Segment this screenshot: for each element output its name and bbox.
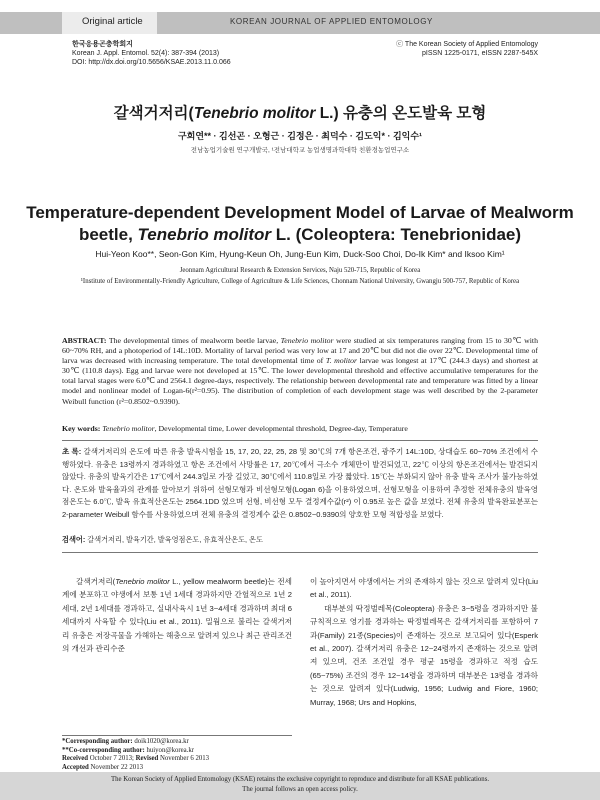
abstract-text-3: larvae was longest at 17℃ (244.3 days) and shortest at 30℃ (110.8 days). Egg and larvae were not developed at 15℃. The lower developmental threshold and effective accumulative temperatures for the total larval stages were 6.0℃ and 2564.1 degree-days, respectively. The relationship between developmental rate and temperature was fitted by a linear model and nonlinear model of Logan-6(r²=0.95). The distribution of completion of each development stage was well described by the 2-parameter Weibull function (r²=0.8502~0.9390). <box>62 356 538 406</box>
footer-notice <box>0 775 600 795</box>
keywords-ko-label: 검색어: <box>62 535 86 544</box>
keywords-ko-text: 갈색거저리, 발육기간, 발육영점온도, 유효적산온도, 온도 <box>85 535 263 544</box>
keywords <box>62 424 538 433</box>
title-ko-post: L.) 유충의 온도발육 모형 <box>315 105 487 122</box>
abstract-species-2: T. molitor <box>325 356 358 366</box>
footnote-divider <box>62 735 292 736</box>
body-right-paragraph-2: 대부분의 딱정벌레목(Coleoptera) 유충은 3~5령을 경과하지만 불규칙적으로 영기를 경과하는 딱정벌레목은 갈색거저리를 포함하여 7과(Family) 21종(Species)이 존재하는 것으로 보고되어 있다(Esperk et al., 2007). 갈색거저리 유충은 12~24령까지 존재하는 것으로 알려져 있으며, 건조 조건일 경우 평균 15령을 경과하고 적정 습도(65~75%) 조건의 경우 12~14령을 경과하며 대부분은 13령을 경과하는 것으로 알려져 있다(Ludwig, 1956; Ludwig and Fiore, 1960; Murray, 1968; Urs and Hopkins, <box>310 603 538 707</box>
section-divider <box>62 440 538 441</box>
abstract-text-2: were studied at six temperatures ranging from 15 to 30℃ with 60~70% RH, and a photoperiod of 14L:10D. Mortality of larval period was very low at 17 and 20℃ but did not die over 22℃. Developmental time of larva was decreased with increasing temperature. The total developmental time of <box>62 336 538 366</box>
journal-name-ko: 한국응용곤충학회지 <box>72 41 133 48</box>
body-right-paragraph-1: 이 높아지면서 야생에서는 거의 존재하지 않는 것으로 알려져 있다(Liu et al., 2011). <box>310 577 538 600</box>
accepted-label: Accepted <box>62 763 89 771</box>
title-ko-species: Tenebrio molitor <box>193 105 316 122</box>
title-en-line2 <box>0 224 600 246</box>
keywords-korean <box>62 535 538 545</box>
received-label: Received <box>62 755 89 762</box>
journal-header-bar <box>0 12 600 34</box>
copyright-block <box>396 40 538 58</box>
cocorr-label: **Co-corresponding author: <box>62 746 145 754</box>
received-revised <box>62 755 292 764</box>
revised-label: Revised <box>135 755 159 762</box>
co-corresponding-author <box>62 747 292 756</box>
title-en-post: L. (Coleoptera: Tenebrionidae) <box>271 225 522 244</box>
title-english <box>0 202 600 246</box>
abstract-label: ABSTRACT: <box>62 336 107 345</box>
received-date: October 7 2013; <box>88 755 136 762</box>
cocorr-email[interactable]: huiyon@korea.kr <box>144 746 195 754</box>
title-en-line1: Temperature-dependent Development Model of Larvae of Mealworm <box>26 203 574 222</box>
article-type-label: Original article <box>82 16 143 27</box>
body-left-text-b: L., yellow mealworm beetle)는 전세계에 분포하고 야생에서 보통 1년 1세대 경과하지만 간헐적으로 1년 2세대, 2년 1세대를 경과하고, 실내사육시 1년 3~4세대 경과하며 최대 6세대까지 사육할 수 있다(Liu et al., 2011). 밀웜으로 불리는 갈색거저리 유충은 저장곡물을 가해하는 해충으로 알려져 있으나 최근 관리조건의 개선과 관리수준 <box>62 577 292 654</box>
body-column-left <box>62 575 292 655</box>
abstract <box>62 336 538 407</box>
abstract-korean <box>62 446 538 521</box>
journal-name: KOREAN JOURNAL OF APPLIED ENTOMOLOGY <box>230 17 433 26</box>
affiliation-2: ¹Institute of Environmentally-Friendly Agriculture, College of Agriculture & Life Sciences, Chonnam National University, Gwangju 500-757, Republic of Korea <box>80 278 520 285</box>
abstract-ko-text: 의 온도에 따른 유충 발육시험을 15, 17, 20, 22, 25, 28 및 30℃의 7개 항온조건, 광주기 14L:10D, 상대습도 60~70% 조건에서 수행하였다. 유충은 13령까지 경과하였고 항온 조건에서 사망률은 17, 20℃에서 극소수 개체만이 발견되었고, 22℃ 이상의 항온조건에서는 발견되지 않았다. 유충의 발육기간은 17℃에서 244.3일로 가장 길었고, 30℃에서 110.8일로 가장 짧았다. 15℃는 부화되지 않아 유충 발육 조사가 불가능하였다. 온도와 발육율과의 관계를 알아보기 위하여 선형모형과 비선형모형(Logan 6)을 이용하였으며, 선형모형을 이용하여 추정한 전체유충의 발육영점온도는 6.0℃, 발육 유효적산온도는 2564.1DD 였으며 선형, 비선형 모두 결정계수값(r²) 이 0.95로 높은 값을 보였다. 전체 유충의 발육완료분포는 2-parameter Weibull 함수를 사용하였으며 전체 유충의 결정계수 값은 0.8502~0.9390의 양호한 모형 적합성을 보였다. <box>62 447 538 519</box>
abstract-ko-species: 갈색거저리 <box>83 447 120 456</box>
body-column-right <box>310 575 538 709</box>
keywords-text: , Developmental time, Lower developmental threshold, Degree-day, Temperature <box>154 424 408 433</box>
accepted-date: November 22 2013 <box>88 763 143 771</box>
affiliation-1: Jeonnam Agricultural Research & Extension Services, Naju 520-715, Republic of Korea <box>179 267 421 274</box>
affiliations-english <box>40 265 560 287</box>
corresponding-author <box>62 738 292 747</box>
accepted <box>62 764 292 773</box>
title-ko-pre: 갈색거저리( <box>113 105 194 122</box>
keywords-species: Tenebrio molitor <box>102 424 155 433</box>
citation: Korean J. Appl. Entomol. 52(4): 387-394 (2013) <box>72 50 220 57</box>
abstract-text-1: The developmental times of mealworm beetle larvae, <box>106 336 281 345</box>
body-left-species: Tenebrio molitor <box>115 577 170 586</box>
citation-block <box>72 40 231 67</box>
body-left-text-a: 갈색거저리( <box>76 577 116 586</box>
title-korean <box>0 101 600 123</box>
doi-link[interactable]: DOI: http://dx.doi.org/10.5656/KSAE.2013.11.0.066 <box>72 59 231 66</box>
corr-label: *Corresponding author: <box>62 738 133 745</box>
footer-line-1: The Korean Society of Applied Entomology (KSAE) retains the exclusive copyright to reproduce and distribute for all KSAE publications. <box>110 776 490 783</box>
authors-english: Hui-Yeon Koo**, Seon-Gon Kim, Hyung-Keun Oh, Jung-Eun Kim, Duck-Soo Choi, Do-Ik Kim* and Iksoo Kim¹ <box>95 249 505 259</box>
correspondence-notes <box>62 738 292 772</box>
footer-line-2: The journal follows an open access policy. <box>242 786 358 793</box>
abstract-species: Tenebrio molitor <box>280 336 334 345</box>
section-divider-2 <box>62 552 538 553</box>
title-en-species: Tenebrio molitor <box>137 225 272 244</box>
corr-email[interactable]: doik1020@korea.kr <box>132 738 189 745</box>
revised-date: November 6 2013 <box>158 755 210 762</box>
issn-line: pISSN 1225-0171, eISSN 2287-545X <box>422 50 538 57</box>
copyright-line: ⓒ The Korean Society of Applied Entomology <box>396 41 538 48</box>
authors-korean: 구희연** · 김선곤 · 오형근 · 김정은 · 최덕수 · 김도익* · 김익수¹ <box>177 131 423 141</box>
affiliations-korean: 전남농업기술원 연구개발국, ¹전남대학교 농업생명과학대학 친환경농업연구소 <box>190 147 410 154</box>
title-en-pre: beetle, <box>78 225 138 244</box>
abstract-ko-label: 초 록: <box>62 447 82 456</box>
keywords-label: Key words: <box>62 424 101 433</box>
